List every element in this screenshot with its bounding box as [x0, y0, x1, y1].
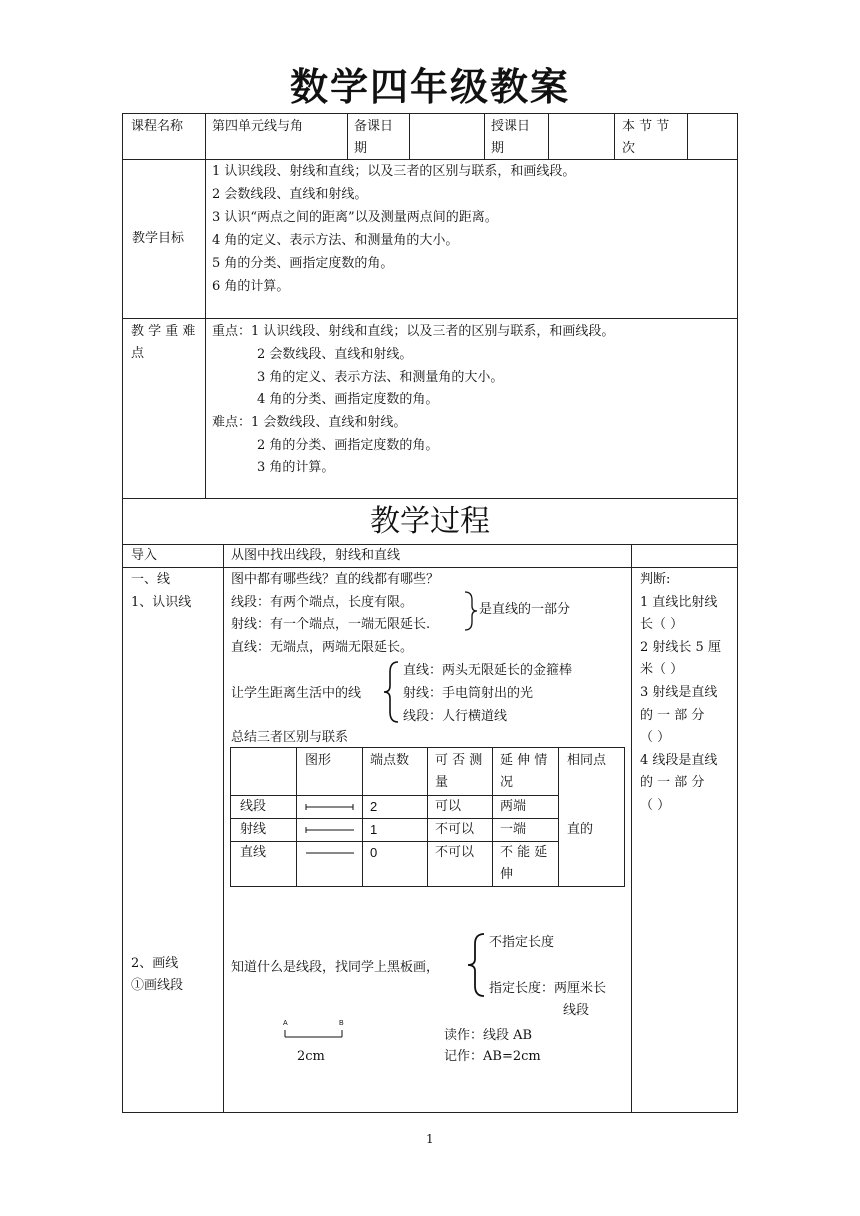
goals-label: 教学目标: [132, 231, 185, 246]
course-name-label: 课程名称: [131, 119, 184, 134]
intro-label: 导入: [131, 548, 158, 563]
key-points-label-2: 点: [131, 346, 145, 361]
goal-item: 3 认识“两点之间的距离”以及测量两点间的距离。: [212, 210, 498, 225]
left-brace-icon: [382, 660, 400, 724]
key-point-line: 3 角的定义、表示方法、和测量角的大小。: [257, 370, 504, 385]
draw-option-cont: 线段: [563, 1003, 590, 1018]
table-cell-measure: 不可以: [435, 845, 475, 860]
draw-option: 不指定长度: [489, 935, 555, 950]
goal-item: 1 认识线段、射线和直线；以及三者的区别与联系，和画线段。: [212, 164, 576, 179]
summary-text: 总结三者区别与联系: [231, 730, 349, 745]
point-b-label: B: [339, 1020, 344, 1027]
table-cell-measure: 可以: [435, 799, 462, 814]
judge-line: 的 一 部 分: [640, 708, 705, 723]
table-header: 图形: [305, 753, 332, 768]
life-example: 直线：两头无限延长的金箍棒: [403, 663, 573, 678]
teach-date-label: 授课日: [491, 119, 531, 134]
prep-date-label: 备课日: [354, 119, 394, 134]
ray-definition: 射线：有一个端点，一端无限延长.: [231, 617, 431, 632]
judge-line: 的 一 部 分: [640, 775, 705, 790]
write-as: 记作：AB=2cm: [444, 1049, 541, 1064]
segment-figure-icon: [304, 800, 356, 814]
segment-length: 2cm: [297, 1049, 325, 1064]
key-points-label: 教 学 重 难: [131, 324, 196, 339]
section-heading: 一、线: [131, 572, 171, 587]
segment-ab-figure: [282, 1028, 346, 1040]
segment-definition: 线段：有两个端点，长度有限。: [231, 595, 414, 610]
table-cell-extend: 不 能 延: [500, 845, 548, 860]
section-heading: 2、画线: [131, 956, 179, 971]
section-subheading: ①画线段: [131, 978, 184, 993]
table-cell-name: 直线: [240, 845, 267, 860]
line-figure-icon: [304, 846, 356, 860]
difficult-point-line: 2 角的分类、画指定度数的角。: [257, 438, 439, 453]
table-header: 延 伸 情: [500, 753, 548, 768]
judge-title: 判断:: [640, 572, 671, 587]
goal-item: 4 角的定义、表示方法、和测量角的大小。: [212, 233, 459, 248]
line-definition: 直线：无端点，两端无限延长。: [231, 640, 414, 655]
judge-line: 长（ ）: [640, 617, 684, 632]
difficult-point-line: 3 角的计算。: [257, 460, 335, 475]
process-title: 教学过程: [370, 504, 490, 539]
difficult-point-line: 难点：1 会数线段、直线和射线。: [212, 415, 407, 430]
table-header: 相同点: [567, 753, 607, 768]
judge-line: 1 直线比射线: [640, 595, 718, 610]
table-cell-extend: 两端: [500, 799, 527, 814]
draw-prompt: 知道什么是线段，找同学上黑板画，: [231, 960, 440, 975]
intro-text: 从图中找出线段，射线和直线: [231, 548, 401, 563]
goal-item: 5 角的分类、画指定度数的角。: [212, 256, 394, 271]
table-cell-endpoints: 1: [370, 822, 378, 837]
judge-line: 米（ ）: [640, 662, 684, 677]
table-header: 况: [500, 775, 514, 790]
page-title: 数学四年级教案: [289, 65, 570, 109]
course-name-value: 第四单元线与角: [212, 119, 304, 134]
table-cell-name: 线段: [240, 799, 267, 814]
question-text: 图中都有哪些线？直的线都有哪些？: [231, 572, 440, 587]
draw-option: 指定长度：两厘米长: [489, 981, 607, 996]
prep-date-label-2: 期: [354, 141, 368, 156]
table-cell-extend: 一端: [500, 822, 527, 837]
table-cell-name: 射线: [240, 822, 267, 837]
key-point-line: 4 角的分类、画指定度数的角。: [257, 392, 439, 407]
read-as: 读作：线段 AB: [444, 1028, 533, 1043]
life-example: 线段：人行横道线: [403, 709, 508, 724]
table-cell-extend-2: 伸: [500, 867, 514, 882]
brace-note: 是直线的一部分: [479, 602, 571, 617]
page-number: 1: [426, 1132, 434, 1146]
judge-line: （ ）: [640, 798, 671, 813]
table-cell-endpoints: 0: [370, 845, 378, 860]
key-point-line: 2 会数线段、直线和射线。: [257, 347, 413, 362]
left-brace-icon: [466, 932, 486, 998]
table-header: 量: [435, 775, 449, 790]
table-header: 可 否 测: [435, 753, 483, 768]
session-label-2: 次: [622, 141, 636, 156]
table-cell-endpoints: 2: [370, 799, 378, 814]
point-a-label: A: [283, 1020, 288, 1027]
goal-item: 2 会数线段、直线和射线。: [212, 187, 368, 202]
teach-date-label-2: 期: [491, 141, 505, 156]
life-example: 射线：手电筒射出的光: [403, 686, 534, 701]
judge-line: 4 线段是直线: [640, 753, 718, 768]
key-point-line: 重点：1 认识线段、射线和直线；以及三者的区别与联系，和画线段。: [212, 324, 615, 339]
judge-line: （ ）: [640, 730, 671, 745]
table-cell-measure: 不可以: [435, 822, 475, 837]
judge-line: 3 射线是直线: [640, 685, 718, 700]
judge-line: 2 射线长 5 厘: [640, 640, 721, 655]
ray-figure-icon: [304, 823, 356, 837]
goal-item: 6 角的计算。: [212, 279, 290, 294]
table-cell-common: 直的: [567, 822, 594, 837]
table-header: 端点数: [370, 753, 410, 768]
right-brace-icon: [463, 590, 479, 632]
section-subheading: 1、认识线: [131, 595, 192, 610]
session-label: 本 节 节: [622, 119, 670, 134]
life-examples-prefix: 让学生距离生活中的线: [231, 686, 362, 701]
